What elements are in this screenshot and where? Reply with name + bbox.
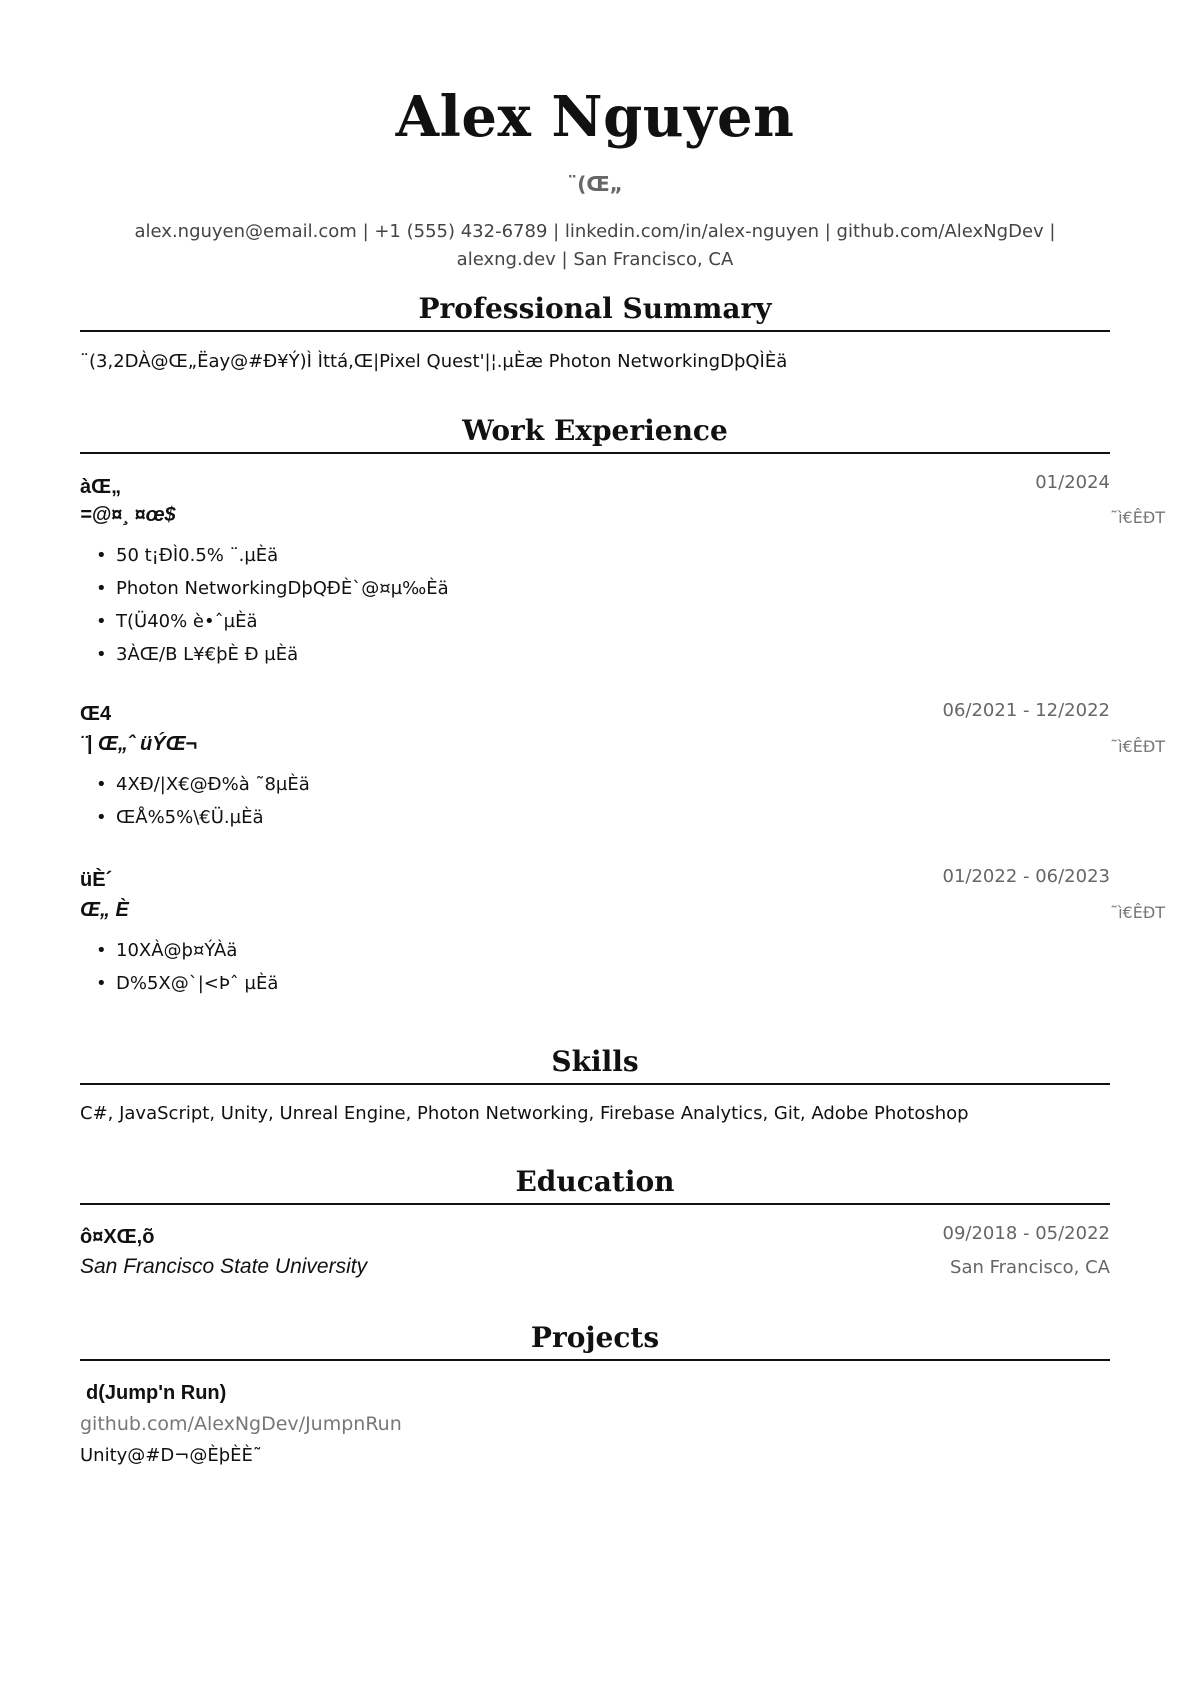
job-organization: üÈ´	[80, 869, 113, 891]
education-location: San Francisco, CA	[950, 1257, 1110, 1278]
job-bullet: • 10XÀ@þ¤ÝÀä	[96, 939, 278, 972]
education-date: 09/2018 - 05/2022	[942, 1223, 1110, 1244]
job-location: ˜ì€ÊÐT	[1110, 737, 1165, 756]
section-divider	[80, 1083, 1110, 1085]
project-link[interactable]: github.com/AlexNgDev/JumpnRun	[80, 1413, 402, 1435]
education-degree: ô¤XŒ,õ	[80, 1226, 155, 1248]
candidate-name: Alex Nguyen	[395, 84, 795, 150]
job-location: ˜ì€ÊÐT	[1110, 508, 1165, 527]
job-date: 06/2021 - 12/2022	[942, 700, 1110, 721]
job-role: =@¤¸ ¤œ$	[80, 504, 176, 526]
section-divider	[80, 330, 1110, 332]
contact-line-1: alex.nguyen@email.com | +1 (555) 432-6789 | linkedin.com/in/alex-nguyen | github.com/AlexNgDev |	[134, 221, 1056, 242]
job-bullets	[96, 939, 278, 1005]
education-school: San Francisco State University	[80, 1255, 368, 1278]
job-role: Œ„ È	[80, 899, 129, 921]
job-organization: àŒ„	[80, 476, 122, 498]
section-divider	[80, 1203, 1110, 1205]
contact-line-2: alexng.dev | San Francisco, CA	[456, 249, 734, 270]
section-title-experience: Work Experience	[462, 414, 728, 447]
job-bullets	[96, 773, 310, 839]
section-divider	[80, 452, 1110, 454]
job-bullets	[96, 544, 449, 676]
job-date: 01/2022 - 06/2023	[942, 866, 1110, 887]
job-bullet: • D%5X@`|<Þˆ µÈä	[96, 972, 278, 1005]
job-bullet: • 50 t¡ÐÌ0.5% ¨.µÈä	[96, 544, 449, 577]
summary-text: ¨(3,2DÀ@Œ„Ëay@#Ð¥Ý)Ì Ìttá,Œ|Pixel Quest'|¦.µÈæ Photon NetworkingDþQÌÈä	[80, 351, 788, 372]
candidate-subtitle: ¨(Œ„	[567, 172, 623, 196]
job-organization: Œ4	[80, 703, 112, 725]
section-title-projects: Projects	[530, 1321, 660, 1354]
job-location: ˜ì€ÊÐT	[1110, 903, 1165, 922]
section-title-skills: Skills	[551, 1045, 639, 1078]
job-date: 01/2024	[1035, 472, 1110, 493]
skills-text: C#, JavaScript, Unity, Unreal Engine, Photon Networking, Firebase Analytics, Git, Adobe Photoshop	[80, 1103, 969, 1124]
section-title-summary: Professional Summary	[418, 292, 772, 325]
job-bullet: • 4XÐ/|X€@Ð%à ˜8µÈä	[96, 773, 310, 806]
job-role: ¨| Œ„ˆ üÝŒ¬	[80, 733, 198, 755]
job-bullet: • T(Ü40% è•ˆµÈä	[96, 610, 449, 643]
section-title-education: Education	[515, 1165, 675, 1198]
contact-info	[100, 218, 1090, 274]
project-name: d(Jump'n Run)	[86, 1382, 227, 1404]
job-bullet: • Photon NetworkingDþQÐÈ`@¤µ‰Èä	[96, 577, 449, 610]
job-bullet: • ŒÅ%5%\€Ü.µÈä	[96, 806, 310, 839]
section-divider	[80, 1359, 1110, 1361]
job-bullet: • 3ÀŒ/B L¥€þÈ Ð µÈä	[96, 643, 449, 676]
project-description: Unity@#D¬@ÈþÈÈ˜	[80, 1445, 262, 1466]
